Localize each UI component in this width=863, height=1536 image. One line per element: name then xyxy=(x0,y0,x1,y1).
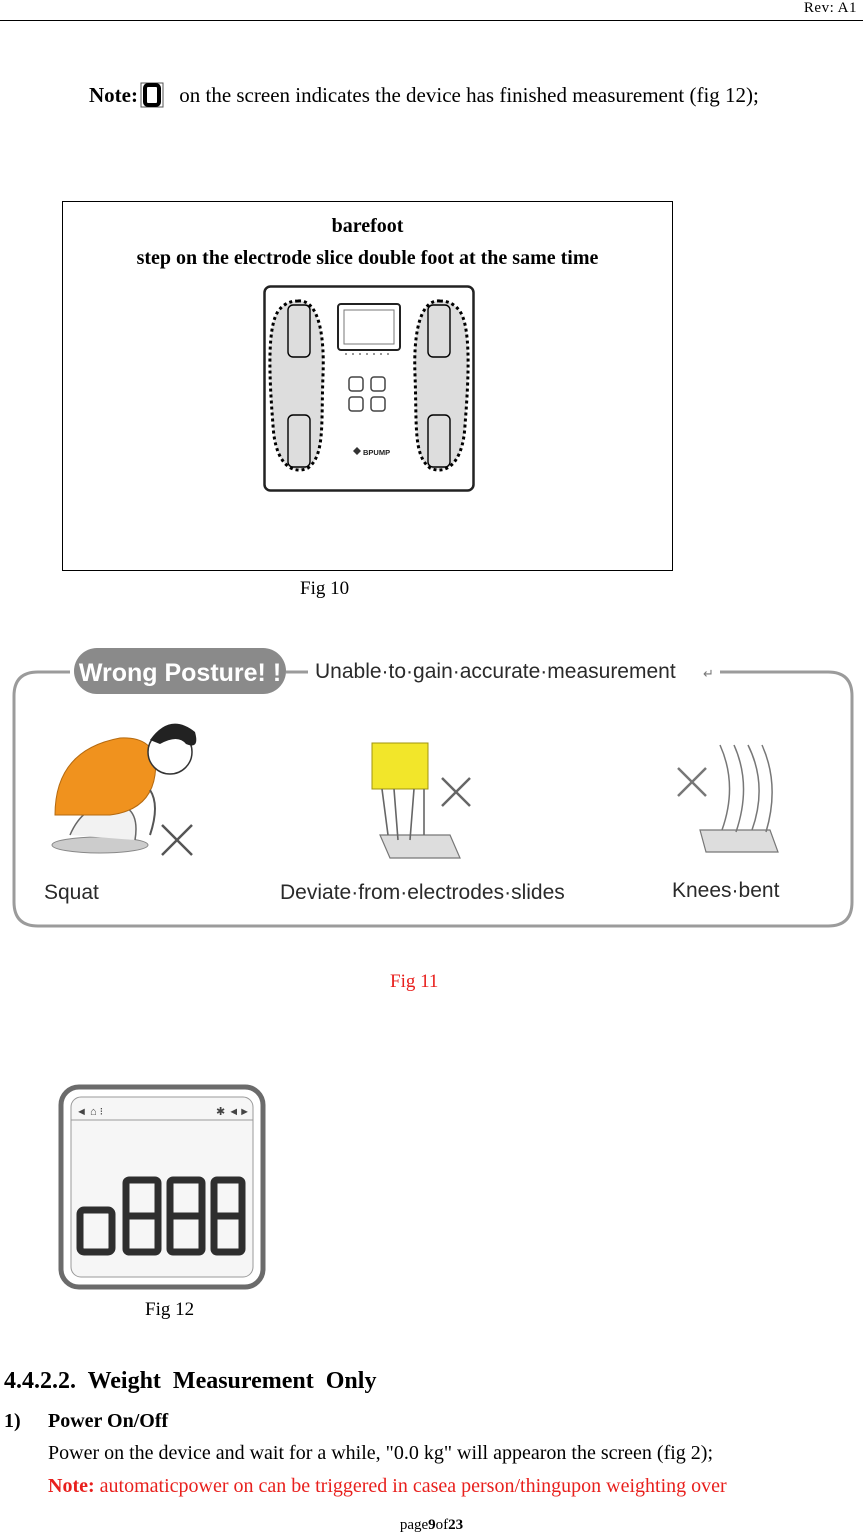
unable-measurement-text: Unable·to·gain·accurate·measurement xyxy=(315,660,676,683)
lcd-left-indicator-icons: ◄ ⌂ ⁝ xyxy=(76,1106,104,1118)
wrong-posture-badge-text: Wrong Posture! ! xyxy=(78,659,282,687)
fig10-instruction-step: step on the electrode slice double foot at the same time xyxy=(136,247,599,269)
auto-power-note-text: automaticpower on can be triggered in casea person/thingupon weighting over xyxy=(94,1475,727,1497)
fig10-caption: Fig 10 xyxy=(300,578,350,599)
right-front-electrode xyxy=(428,305,450,357)
item-number: 1) xyxy=(4,1410,21,1432)
paragraph-mark-icon: ↵ xyxy=(703,666,714,681)
knees-bent-figure xyxy=(678,745,778,852)
section-number: 4.4.2.2. xyxy=(4,1368,76,1394)
section-title: Weight Measurement Only xyxy=(87,1368,377,1394)
fig11-caption: Fig 11 xyxy=(390,971,439,992)
item-heading xyxy=(4,1410,168,1433)
note-text: on the screen indicates the device has finished measurement (fig 12); xyxy=(173,83,759,107)
scale-display xyxy=(338,304,400,350)
revision-label: Rev: A1 xyxy=(803,0,857,16)
footer-current-page: 9 xyxy=(428,1517,436,1533)
left-rear-electrode xyxy=(288,415,310,467)
note-line xyxy=(89,82,759,114)
page-footer xyxy=(0,1517,863,1534)
posture-label-knees-bent: Knees·bent xyxy=(672,879,780,902)
squat-figure xyxy=(52,724,196,855)
note-label: Note: xyxy=(89,83,138,107)
auto-power-note xyxy=(48,1475,727,1498)
lcd-segment-zero-icon xyxy=(140,82,164,114)
footer-separator: of xyxy=(435,1517,449,1533)
fig10-instruction-barefoot: barefoot xyxy=(331,215,404,237)
scale-top-view-illustration xyxy=(263,285,475,492)
auto-power-note-label: Note: xyxy=(48,1475,95,1497)
footer-prefix: page xyxy=(399,1517,429,1533)
bluetooth-battery-icons: ✱ ◄► xyxy=(216,1106,251,1118)
right-rear-electrode xyxy=(428,415,450,467)
fig12-caption: Fig 12 xyxy=(145,1299,195,1320)
header-rule xyxy=(0,20,863,21)
item-title: Power On/Off xyxy=(48,1410,169,1432)
section-heading xyxy=(4,1368,376,1395)
left-front-electrode xyxy=(288,305,310,357)
posture-label-squat: Squat xyxy=(44,881,99,904)
power-on-paragraph: Power on the device and wait for a while, "0.0 kg" will appearon the screen (fig 2); xyxy=(48,1442,713,1464)
wrong-posture-illustration xyxy=(10,640,856,932)
deviate-figure xyxy=(372,743,470,858)
footer-total-pages: 23 xyxy=(448,1517,464,1533)
scale-brand: BPUMP xyxy=(363,448,391,457)
lcd-display-illustration xyxy=(58,1084,266,1290)
posture-label-deviate: Deviate·from·electrodes·slides xyxy=(280,881,565,904)
